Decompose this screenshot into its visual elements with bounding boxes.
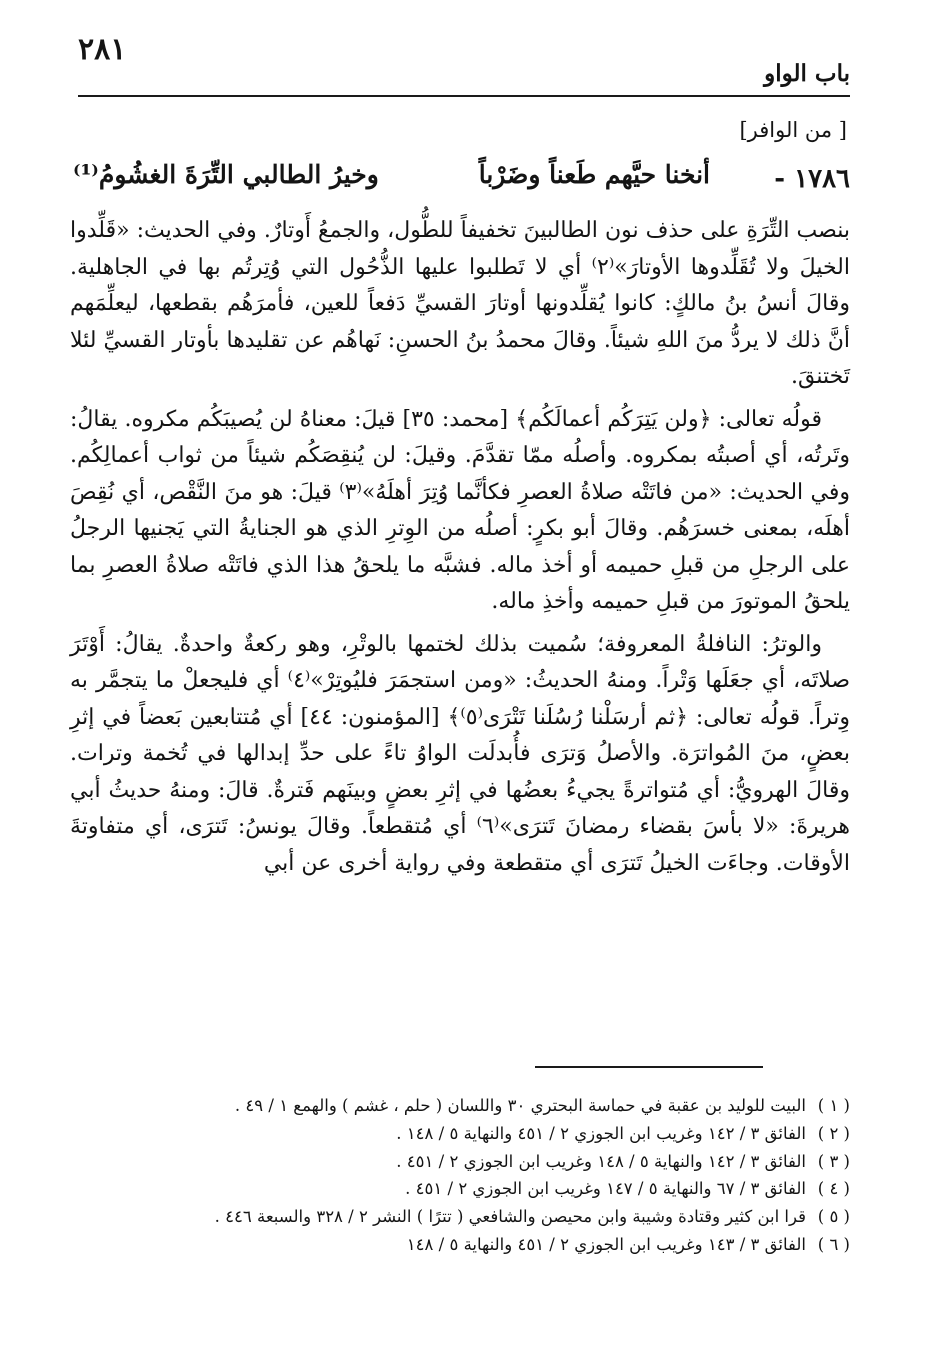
- footnote-item: [100, 1092, 850, 1120]
- running-header: [78, 30, 850, 97]
- commentary-paragraph: والوترُ: النافلةُ المعروفة؛ سُميت بذلك لختمها بالوتْرِ، وهو ركعةٌ واحدةٌ. يقالُ: أَوْتَرَ صلاتَه، أي جعَلَها وَتْراً. ومنهُ الحديثُ: «ومن استجمَرَ فليُوتِرْ»⁽٤⁾ أي فليجعلْ ما يتجمَّر به وِتراً. قولُه تعالى: ﴿ثم أرسَلْنا رُسُلَنا تَتْرَى⁽٥⁾﴾ [المؤمنون: ٤٤] أي مُتتابعين بَعضاً في إثرِ بعضٍ، منَ المُواترَة. والأصلُ وَترَى فأُبدلَت الواوُ تاءً على حدِّ إبدالها في تُخمة وترات. وقالَ الهرويُّ: أي مُتواترةً يجيءُ بعضُها في إثرِ بعضٍ وبينَهم فَترةٌ. قالَ: ومنهُ حديثُ أبي هريرةَ: «لا بأسَ بقضاء رمضانَ تَترَى»⁽٦⁾ أي مُتقطعاً. وقالَ يونسُ: تَترَى، أي متفاوتةَ الأوقات. وجاءَت الخيلُ تَترَى أي متقطعة وفي رواية أخرى عن أبي: [70, 631, 851, 876]
- page-number: ٢٨١: [78, 32, 127, 67]
- footnote-text: البيت للوليد بن عقبة في حماسة البحتري ٣٠ واللسان ( حلم ، غشم ) والهمع ١ / ٤٩ .: [234, 1096, 806, 1115]
- poetic-meter-label: [ من الوافر]: [739, 118, 847, 142]
- footnote-text: الفائق ٣ / ١٤٢ وغريب ابن الجوزي ٢ / ٤٥١ والنهاية ٥ / ١٤٨ .: [396, 1123, 806, 1143]
- verse-first-hemistich: أنخنا حيَّهم طَعناً وضَرْباً: [478, 160, 710, 189]
- footnote-text: الفائق ٣ / ٦٧ والنهاية ٥ / ١٤٧ وغريب ابن الجوزي ٢ / ٤٥١ .: [405, 1179, 806, 1199]
- commentary-body: [70, 213, 850, 882]
- footnote-item: [100, 1231, 850, 1259]
- footnote-text: الفائق ٣ / ١٤٣ وغريب ابن الجوزي ٢ / ٤٥١ والنهاية ٥ / ١٤٨: [406, 1234, 806, 1254]
- footnote-number: ( ٦ ): [817, 1234, 850, 1254]
- verse-line: [55, 160, 850, 210]
- footnote-item: [100, 1148, 850, 1176]
- footnote-item: [100, 1175, 850, 1203]
- footnote-number: ( ٤ ): [817, 1179, 850, 1199]
- verse-second-hemistich: وخيرُ الطالبي التِّرَةَ الغشُومُ⁽¹⁾: [73, 160, 379, 189]
- commentary-paragraph: قولُه تعالى: ﴿ولن يَتِرَكُم أعمالَكُم﴾ [محمد: ٣٥] قيلَ: معناهُ لن يُصيبَكُم مكروه. يقالُ: وتَرتُه، أي أصبتُه بمكروه. وأصلُه ممّا تقدَّمَ. وقيلَ: لن يُنقِصَكُم شيئاً من ثواب أعمالِكُم. وفي الحديث: «من فاتَتْه صلاةُ العصرِ فكأنَّما وُتِرَ أهلَهُ»⁽٣⁾ قيلَ: هو منَ النَّقْص، أي نُقِصَ أهلَه، بمعنى خسرَهُم. وقالَ أبو بكرٍ: أصلُه من الوِترِ الذي هو الجنايةُ التي يَجنيها الرجلُ على الرجلِ من قبلِ حميمه أو أخذ ماله. فشبَّه ما يلحقُ هذا الذي فاتَتْه صلاةُ العصرِ بما يلحقُ الموتورَ من قبلِ حميمه وأخذِ ماله.: [70, 406, 850, 614]
- footnote-number: ( ٥ ): [817, 1207, 850, 1227]
- entry-number: ١٧٨٦ -: [774, 164, 850, 194]
- footnote-separator: [535, 1066, 763, 1068]
- chapter-title: باب الواو: [764, 60, 850, 87]
- footnote-text: قرا ابن كثير وقتادة وشيبة وابن محيصن والشافعي ( تترًا ) النشر ٢ / ٣٢٨ والسبعة ٤٤٦ .: [214, 1207, 806, 1227]
- footnotes-list: [100, 1092, 850, 1259]
- footnote-number: ( ١ ): [817, 1096, 850, 1115]
- footnote-number: ( ٢ ): [817, 1123, 850, 1143]
- footnote-number: ( ٣ ): [817, 1151, 850, 1171]
- footnote-item: [100, 1203, 850, 1231]
- footnote-item: [100, 1120, 850, 1148]
- footnote-text: الفائق ٣ / ١٤٢ والنهاية ٥ / ١٤٨ وغريب ابن الجوزي ٢ / ٤٥١ .: [396, 1151, 806, 1171]
- commentary-paragraph: بنصب التِّرَةِ على حذف نون الطالبينَ تخفيفاً للطُّول، والجمعُ أَوتارٌ. وفي الحديث: «قَلِّدوا الخيلَ ولا تُقَلِّدوها الأوتارَ»⁽٢⁾ أي لا تَطلبوا عليها الذُّحُول التي وُتِرتُم بها في الجاهلية. وقالَ أنسُ بنُ مالكٍ: كانوا يُقلِّدونها أوتارَ القسيِّ دَفعاً للعين، فأمرَهُم بقطعها، ليعلِّمَهم أنَّ ذلك لا يردُّ منَ اللهِ شيئاً. وقالَ محمدُ بنُ الحسنِ: نَهاهُم عن تقليدها بأوتار القسيِّ لئلا تَختنقَ.: [70, 218, 850, 389]
